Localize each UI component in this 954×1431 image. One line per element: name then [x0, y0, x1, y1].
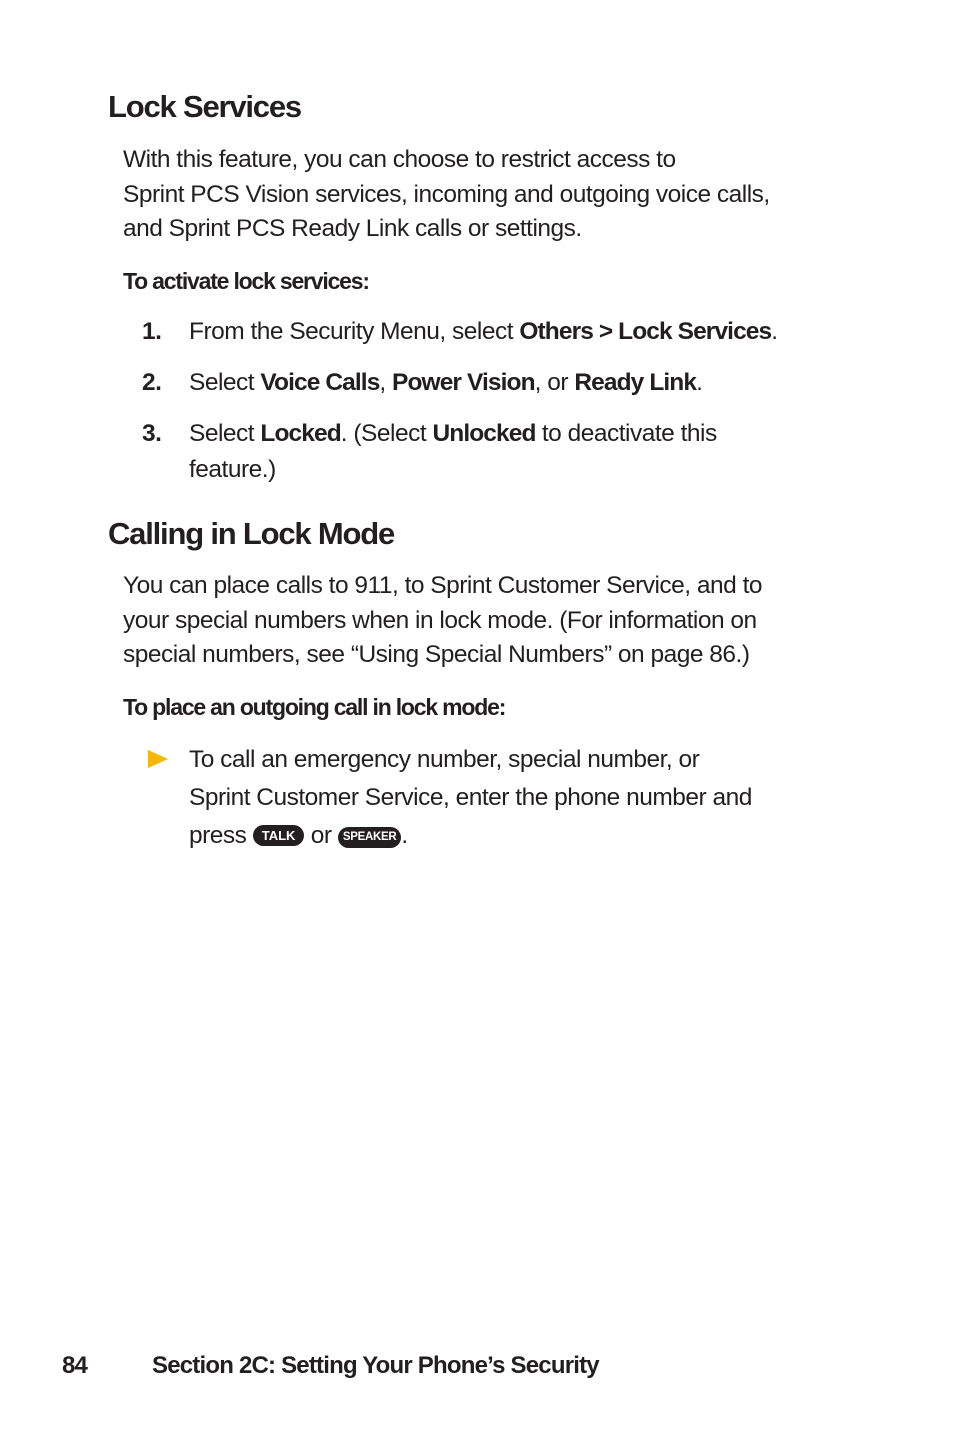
step-number: 1.	[142, 318, 162, 345]
step-number: 3.	[142, 420, 162, 447]
calling-lock-mode-heading: Calling in Lock Mode	[108, 516, 395, 551]
place-call-subheading: To place an outgoing call in lock mode:	[123, 694, 506, 720]
step-number: 2.	[142, 369, 162, 396]
step-3: 3. Select Locked. (Select Unlocked to deactivate this feature.)	[142, 416, 862, 488]
option-unlocked: Unlocked	[432, 420, 536, 447]
step-2: 2. Select Voice Calls, Power Vision, or Ready Link.	[142, 365, 862, 401]
triangle-bullet-icon	[148, 750, 168, 768]
lock-services-heading: Lock Services	[108, 89, 301, 124]
page-number: 84	[62, 1352, 88, 1379]
lock-services-intro: With this feature, you can choose to restrict access to Sprint PCS Vision services, incoming and outgoing voice calls, and Sprint PCS Ready Link calls or settings.	[123, 146, 770, 243]
section-title: Section 2C: Setting Your Phone’s Security	[152, 1352, 599, 1379]
speaker-key-icon: SPEAKER	[338, 827, 402, 848]
talk-key-icon: TALK	[253, 825, 305, 846]
step-1: 1. From the Security Menu, select Others > Lock Services.	[142, 314, 862, 350]
option-power-vision: Power Vision	[392, 369, 535, 396]
option-ready-link: Ready Link	[574, 369, 697, 396]
bullet-item: To call an emergency number, special number, or Sprint Customer Service, enter the phone number and press TALK or SPEAKER .	[148, 741, 868, 855]
menu-path: Others > Lock Services	[519, 318, 772, 345]
activate-subheading: To activate lock services:	[123, 268, 369, 294]
option-locked: Locked	[260, 420, 341, 447]
option-voice-calls: Voice Calls	[260, 369, 380, 396]
calling-lock-mode-intro: You can place calls to 911, to Sprint Customer Service, and to your special numbers when in lock mode. (For information on special numbers, see “Using Special Numbers” on page 86.)	[123, 572, 763, 669]
